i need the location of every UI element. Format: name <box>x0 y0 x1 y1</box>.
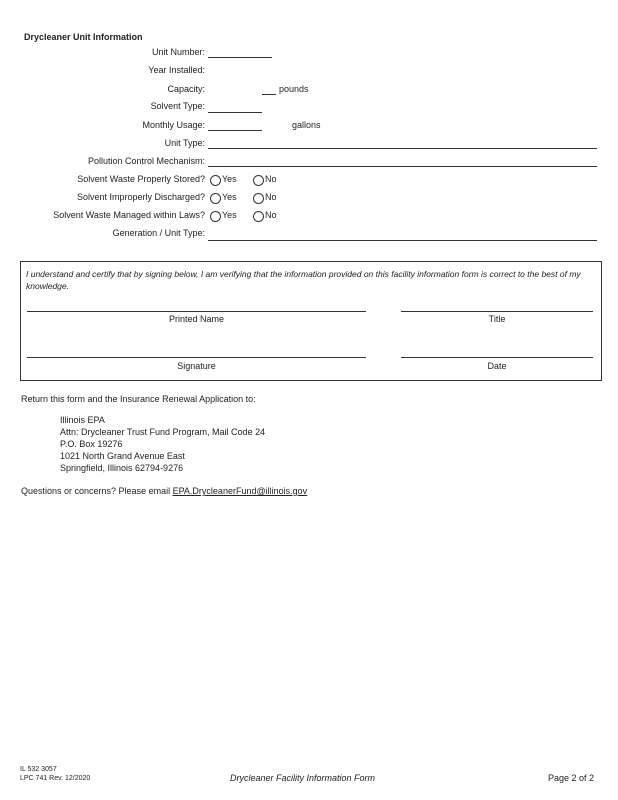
monthly-usage-unit: gallons <box>292 120 321 130</box>
title-label: Title <box>488 314 506 324</box>
footer-page-number: Page 2 of 2 <box>548 773 595 783</box>
year-installed-label: Year Installed: <box>148 65 205 75</box>
signature-line[interactable] <box>27 357 366 358</box>
monthly-usage-label: Monthly Usage: <box>142 120 205 130</box>
printed-name-line[interactable] <box>27 311 366 312</box>
printed-name-label: Printed Name <box>168 314 225 324</box>
signature-label: Signature <box>177 361 216 371</box>
email-link[interactable]: EPA.DrycleanerFund@illinois.gov <box>172 486 308 496</box>
generation-unit-type-label: Generation / Unit Type: <box>112 228 205 238</box>
certification-text: I understand and certify that by signing below, I am verifying that the information provided on this facility information form is correct to the best of my knowledge. <box>26 269 581 291</box>
unit-number-field[interactable] <box>208 57 272 58</box>
questions-text: Questions or concerns? Please email <box>21 486 171 496</box>
waste-stored-yes-label: Yes <box>222 174 237 184</box>
footer-code-1: IL 532 3057 <box>20 766 57 773</box>
pollution-control-field[interactable] <box>208 166 597 167</box>
date-line[interactable] <box>401 357 593 358</box>
section-title: Drycleaner Unit Information <box>24 32 143 42</box>
date-label: Date <box>487 361 507 371</box>
address-line-4: 1021 North Grand Avenue East <box>60 451 185 461</box>
waste-stored-yes-radio[interactable] <box>210 175 221 186</box>
waste-managed-label: Solvent Waste Managed within Laws? <box>53 210 205 220</box>
address-line-5: Springfield, Illinois 62794-9276 <box>60 463 184 473</box>
capacity-label: Capacity: <box>167 84 205 94</box>
waste-stored-no-label: No <box>265 174 277 184</box>
address-line-2: Attn: Drycleaner Trust Fund Program, Mail Code 24 <box>60 427 266 437</box>
managed-yes-radio[interactable] <box>210 211 221 222</box>
return-intro: Return this form and the Insurance Renewal Application to: <box>21 394 256 404</box>
certification-box <box>20 261 602 381</box>
capacity-unit: pounds <box>279 84 309 94</box>
capacity-field[interactable] <box>262 94 276 95</box>
managed-no-radio[interactable] <box>253 211 264 222</box>
unit-type-label: Unit Type: <box>164 138 205 148</box>
title-line[interactable] <box>401 311 593 312</box>
footer-code-2: LPC 741 Rev. 12/2020 <box>20 775 91 782</box>
discharged-yes-label: Yes <box>222 192 237 202</box>
footer-form-name: Drycleaner Facility Information Form <box>230 773 376 783</box>
pollution-control-label: Pollution Control Mechanism: <box>87 156 205 166</box>
waste-stored-label: Solvent Waste Properly Stored? <box>77 174 205 184</box>
address-line-1: Illinois EPA <box>60 415 105 425</box>
year-installed-field[interactable] <box>208 75 272 76</box>
managed-no-label: No <box>265 210 277 220</box>
generation-unit-type-field[interactable] <box>208 240 597 241</box>
address-line-3: P.O. Box 19276 <box>60 439 123 449</box>
unit-type-field[interactable] <box>208 148 597 149</box>
discharged-no-radio[interactable] <box>253 193 264 204</box>
solvent-type-field[interactable] <box>208 112 262 113</box>
unit-number-label: Unit Number: <box>151 47 205 57</box>
waste-stored-no-radio[interactable] <box>253 175 264 186</box>
managed-yes-label: Yes <box>222 210 237 220</box>
solvent-type-label: Solvent Type: <box>150 101 205 111</box>
discharged-yes-radio[interactable] <box>210 193 221 204</box>
monthly-usage-field[interactable] <box>208 130 262 131</box>
questions-line <box>21 486 307 496</box>
discharged-no-label: No <box>265 192 277 202</box>
improperly-discharged-label: Solvent Improperly Discharged? <box>76 192 205 202</box>
